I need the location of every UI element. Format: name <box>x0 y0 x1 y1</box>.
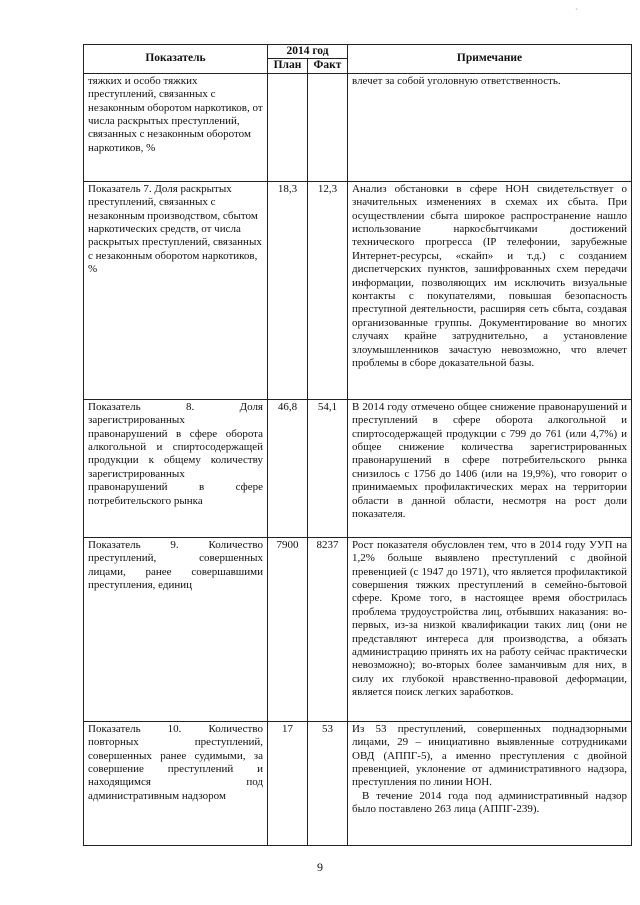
table-row <box>84 399 632 537</box>
note-cell: влечет за собой уголовную ответственность. <box>348 73 632 181</box>
note-cell: Рост показателя обусловлен тем, что в 2014 году УУП на 1,2% больше выявлено преступлений с двойной превенцией (с 1947 до 1971), что является профилактикой совершения тяжких преступлений в семейно-бытовой сфере. Кроме того, в настоящее время обострилась проблема трудоустройства лиц, отбывших наказания: во-первых, из-за низкой квалификации таких лиц (они не представляют интереса для производства, а обязать администрацию принять их на работу сейчас практически невозможно); во-вторых более заманчивым для них, в силу их глубокой нравственно-правовой деформации, является поиск легких заработков. <box>348 537 632 721</box>
page-number: 9 <box>317 860 323 874</box>
plan-cell: 7900 <box>268 537 308 721</box>
note-paragraph: Из 53 преступлений, совершенных поднадзорными лицами, 29 – инициативно выявленные сотрудниками ОВД (АППГ-5), а именно преступления с двойной превенцией, уклонение от административного надзора, преступления по линии НОН. <box>352 722 627 789</box>
indicator-cell: Показатель 9. Количество преступлений, совершенных лицами, ранее совершавшими преступления, единиц <box>84 537 268 721</box>
note-cell: В 2014 году отмечено общее снижение правонарушений и преступлений в сфере оборота алкогольной и спиртосодержащей продукции с 799 до 761 (или 4,7%) и общее снижение количества зарегистрированных правонарушений в сфере потребительского рынка снизилось с 1756 до 1406 (или на 19,9%), что говорит о принимаемых профилактических мерах на территории области в данной области, несмотря на рост доли показателя. <box>348 399 632 537</box>
fact-cell: 54,1 <box>308 399 348 537</box>
table-row <box>84 721 632 845</box>
header-note: Примечание <box>348 45 632 74</box>
indicator-cell: Показатель 10. Количество повторных преступлений, совершенных ранее судимыми, за совершение преступлений и находящимся под административным надзором <box>84 721 268 845</box>
header-fact: Факт <box>308 59 348 73</box>
fact-cell: 12,3 <box>308 181 348 399</box>
table-row <box>84 181 632 399</box>
note-cell <box>348 721 632 845</box>
plan-cell: 18,3 <box>268 181 308 399</box>
header-year: 2014 год <box>268 45 348 59</box>
indicator-cell: Показатель 7. Доля раскрытых преступлений, связанных с незаконным производством, сбытом наркотических средств, от числа раскрытых преступлений, связанных с незаконным оборотом наркотиков, % <box>84 181 268 399</box>
scan-mark: ` <box>575 8 579 19</box>
fact-cell <box>308 73 348 181</box>
note-paragraph: В течение 2014 года под административный надзор было поставлено 263 лица (АППГ-239). <box>352 789 627 816</box>
header-row <box>84 45 632 59</box>
table-row <box>84 73 632 181</box>
fact-cell: 53 <box>308 721 348 845</box>
fact-cell: 8237 <box>308 537 348 721</box>
plan-cell <box>268 73 308 181</box>
indicator-cell: тяжких и особо тяжких преступлений, связанных с незаконным оборотом наркотиков, от числа раскрытых преступлений, связанных с незаконным оборотом наркотиков, % <box>84 73 268 181</box>
indicators-table <box>83 44 632 846</box>
header-indicator: Показатель <box>84 45 268 74</box>
indicator-cell: Показатель 8. Доля зарегистрированных правонарушений в сфере оборота алкогольной и спиртосодержащей продукции к общему количеству зарегистрированных правонарушений в сфере потребительского рынка <box>84 399 268 537</box>
plan-cell: 46,8 <box>268 399 308 537</box>
note-cell: Анализ обстановки в сфере НОН свидетельствует о значительных изменениях в схемах их сбыта. При осуществлении сбыта широкое распространение нашло использование наркосбытчиками достижений технического прогресса (IP телефонии, зарубежные Интернет-ресурсы, «скайп» и т.д.) с созданием диспетчерских пунктов, зашифрованных схем передачи информации, позволяющих им исключить визуальные контакты с покупателями, повышая безопасность преступной деятельности, расширяя сеть сбыта, создавая организованные группы. Документирование во многих случаях крайне затруднительно, а установление злоумышленников зачастую невозможно, что влечет проблемы в сборе доказательной базы. <box>348 181 632 399</box>
table-row <box>84 537 632 721</box>
header-plan: План <box>268 59 308 73</box>
plan-cell: 17 <box>268 721 308 845</box>
